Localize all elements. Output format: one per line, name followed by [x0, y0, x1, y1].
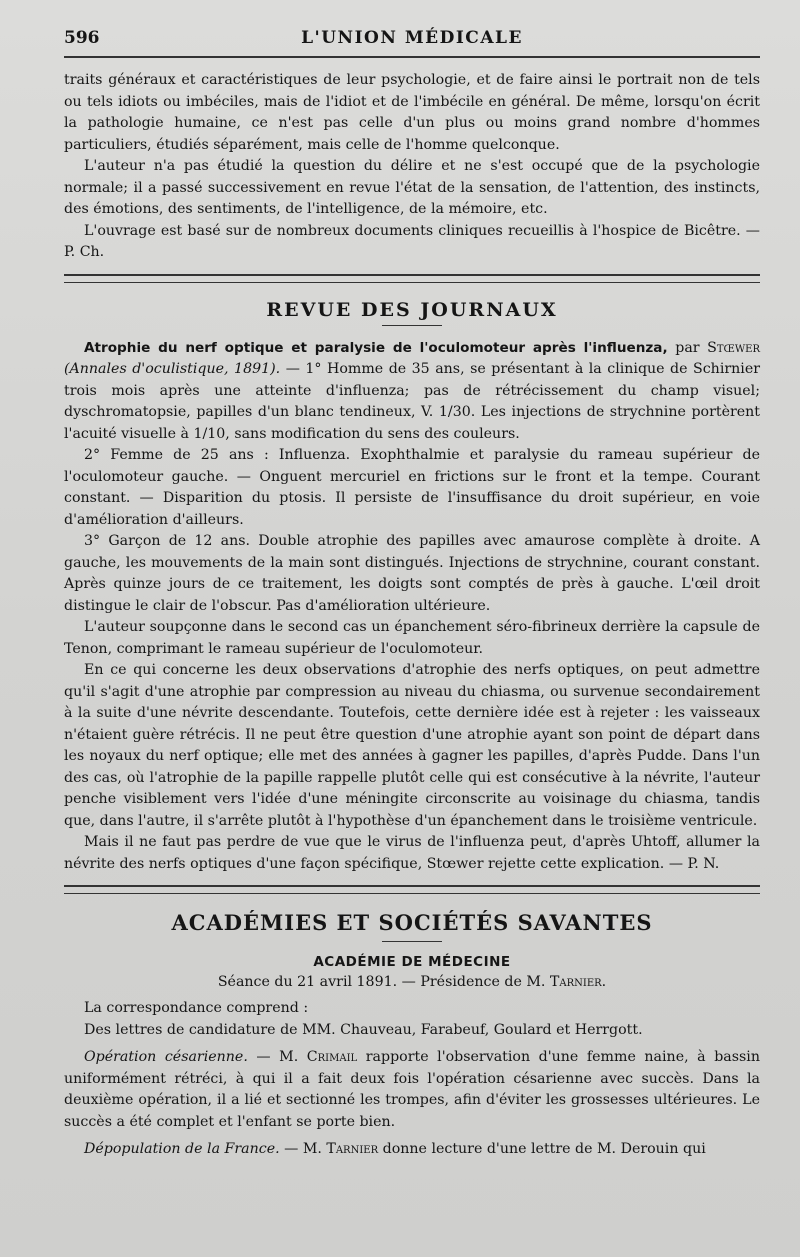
- revue-article: [64, 338, 760, 876]
- article-citation: (Annales d'oculistique, 1891).: [64, 361, 281, 377]
- president-name: Tarnier: [549, 974, 602, 990]
- paragraph: L'auteur n'a pas étudié la question du délire et ne s'est occupé que de la psychologie normale; il a passé successivement en revue l'état de la sensation, de l'attention, des instincts, des émotions, des sentiments, de l'intelligence, de la mémoire, etc.: [64, 158, 760, 217]
- operation-author: Crimail: [306, 1049, 358, 1065]
- short-divider: [382, 325, 442, 326]
- running-head: [64, 28, 760, 58]
- operation-text: rapporte l'observation d'une femme naine, à bassin uniformément rétréci, à qui il a fait deux fois l'opération césarienne avec succès. Dans la deuxième opération, il a lié et sectionné les trompes, afin d'éviter les grossesses ultérieures. Le succès a été complet et l'enfant se porte bien.: [64, 1049, 760, 1130]
- section-divider: [64, 885, 760, 894]
- section-title-revue: REVUE DES JOURNAUX: [266, 298, 558, 321]
- article-first-paragraph: [64, 338, 760, 446]
- section-title-academies: ACADÉMIES ET SOCIÉTÉS SAVANTES: [171, 910, 653, 935]
- paragraph: L'ouvrage est basé sur de nombreux documents cliniques recueillis à l'hospice de Bicêtre. — P. Ch.: [64, 222, 760, 260]
- subsection-title: ACADÉMIE DE MÉDECINE: [313, 954, 511, 970]
- short-divider: [382, 941, 442, 942]
- paragraph: traits généraux et caractéristiques de leur psychologie, et de faire ainsi le portrait non de tels ou tels idiots ou imbéciles, mais de l'idiot et de l'imbécile en général. De même, lorsqu'on écrit la pathologie humaine, ce n'est pas celle d'un plus ou moins grand nombre d'hommes particuliers, étudiés séparément, mais celle de l'homme quelconque.: [64, 72, 760, 153]
- article-author: Stœwer: [707, 339, 761, 356]
- depop-text: donne lecture d'une lettre de M. Derouin qui: [378, 1141, 706, 1157]
- paragraph: L'auteur soupçonne dans le second cas un épanchement séro-fibrineux derrière la capsule de Tenon, comprimant le rameau supérieur de l'oculomoteur.: [64, 619, 760, 657]
- academies-text: [64, 998, 760, 1161]
- operation-label: Opération césarienne.: [84, 1049, 248, 1065]
- operation-dash: — M.: [247, 1049, 307, 1065]
- paragraph: 3° Garçon de 12 ans. Double atrophie des papilles avec amaurose complète à droite. A gauche, les mouvements de la main sont distingués. Injections de strychnine, courant constant. Après quinze jours de ce traitement, les doigts sont comptés de près à gauche. L'œil droit distingue le clair de l'obscur. Pas d'amélioration ultérieure.: [64, 533, 760, 614]
- paragraph: En ce qui concerne les deux observations d'atrophie des nerfs optiques, on peut admettre qu'il s'agit d'une atrophie par compression au niveau du chiasma, ou survenue secondairement à la suite d'une névrite descendante. Toutefois, cette dernière idée est à rejeter : les vaisseaux n'étaient guère rétrécis. Il ne peut être question d'une atrophie ayant son point de départ dans les noyaux du nerf optique; elle met des années à gagner les papilles, d'après Pudde. Dans l'un des cas, où l'atrophie de la papille rappelle plutôt celle qui est consécutive à la névrite, l'auteur penche visiblement vers l'idée d'une méningite circonscrite au voisinage du chiasma, tandis que, dans l'autre, il s'arrête plutôt à l'hypothèse d'un épanchement dans le troisième ventricule.: [64, 662, 760, 829]
- seance-suffix: .: [601, 974, 607, 990]
- depop-dash: — M.: [279, 1141, 327, 1157]
- intro-par: par: [675, 339, 700, 356]
- article-title: Atrophie du nerf optique et paralysie de l'oculomoteur après l'influenza,: [84, 339, 668, 356]
- operation-paragraph: [64, 1047, 760, 1133]
- section-divider: [64, 274, 760, 283]
- article-first-para-rest: — 1° Homme de 35 ans, se présentant à la clinique de Schirnier trois mois après une atteinte d'influenza; pas de rétrécissement du champ visuel; dyschromatopsie, papilles d'un blanc tendineux, V. 1/30. Les injections de strychnine portèrent l'acuité visuelle à 1/10, sans modification du sens des couleurs.: [64, 361, 760, 442]
- page-number: 596: [64, 28, 100, 48]
- journal-title: L'UNION MÉDICALE: [301, 28, 523, 48]
- top-text: [64, 70, 760, 264]
- seance-line: [64, 974, 760, 990]
- paragraph: Mais il ne faut pas perdre de vue que le virus de l'influenza peut, d'après Uhtoff, allumer la névrite des nerfs optiques d'une façon spécifique, Stœwer rejette cette explication. — P. N.: [64, 834, 760, 872]
- depop-paragraph: [64, 1139, 760, 1161]
- paragraph: Des lettres de candidature de MM. Chauveau, Farabeuf, Goulard et Herrgott.: [84, 1021, 643, 1038]
- paragraph: La correspondance comprend :: [84, 1000, 309, 1016]
- paragraph: 2° Femme de 25 ans : Influenza. Exophthalmie et paralysie du rameau supérieur de l'oculomoteur gauche. — Onguent mercuriel en frictions sur le front et la tempe. Courant constant. — Disparition du ptosis. Il persiste de l'insuffisance du droit supérieur, en voie d'amélioration d'ailleurs.: [64, 447, 760, 528]
- depop-author: Tarnier: [326, 1141, 379, 1157]
- depop-label: Dépopulation de la France.: [84, 1141, 280, 1157]
- seance-prefix: Séance du 21 avril 1891. — Présidence de M.: [217, 974, 546, 990]
